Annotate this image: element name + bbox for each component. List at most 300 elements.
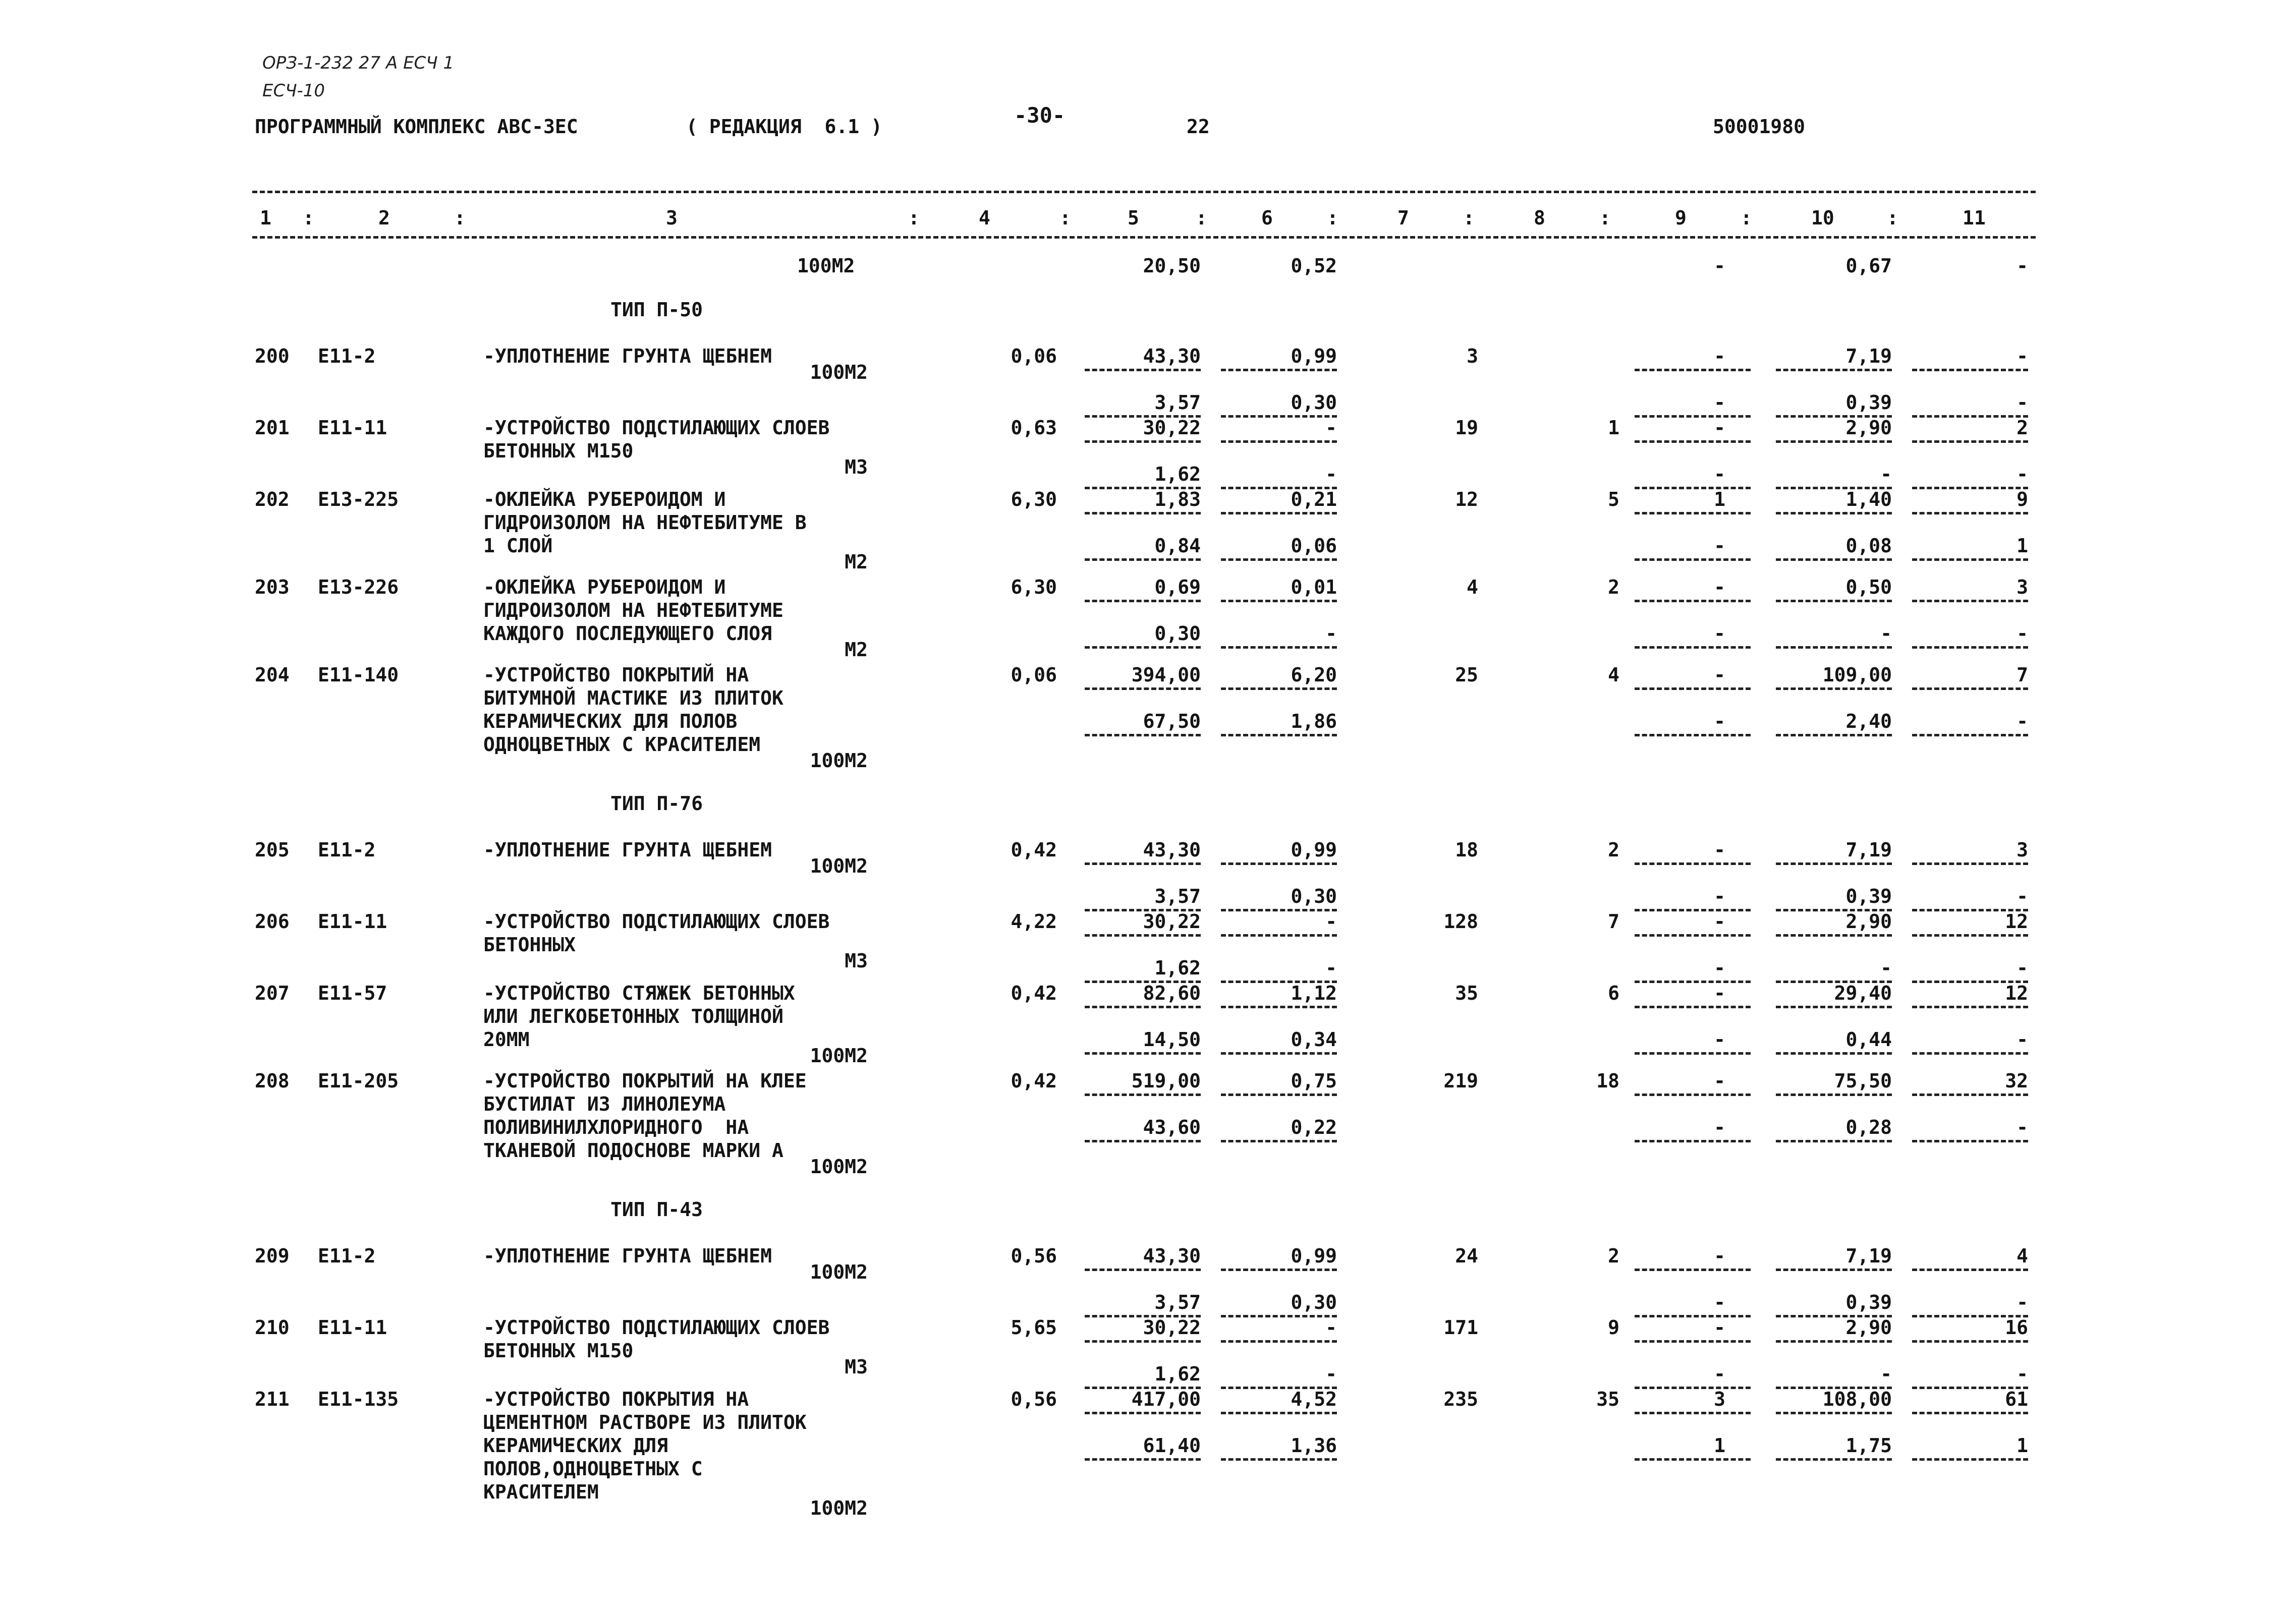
row-dash-0 xyxy=(1085,600,1201,602)
row-description: ГИДРОИЗОЛОМ НА НЕФТЕБИТУМЕ В xyxy=(483,511,807,534)
row-c11: 9 xyxy=(2017,488,2028,510)
row-code: Е13-225 xyxy=(318,488,399,510)
document-code: 50001980 xyxy=(1713,116,1806,138)
row-dash-0 xyxy=(1085,687,1201,690)
row-c11-sub: - xyxy=(2017,1116,2028,1138)
row-c9: - xyxy=(1714,839,1725,861)
row-c6-sub: - xyxy=(1325,957,1337,979)
row-dash-0 xyxy=(1085,369,1201,371)
row-c5-sub: 3,57 xyxy=(1154,885,1201,907)
row-unit: М3 xyxy=(845,1356,868,1378)
row-description: -ОКЛЕЙКА РУБЕРОИДОМ И xyxy=(483,488,726,510)
row-code: Е11-2 xyxy=(318,839,376,861)
row-number: 211 xyxy=(255,1388,290,1410)
row-c6: 0,21 xyxy=(1291,488,1337,510)
row-dash-0 xyxy=(1085,1412,1201,1414)
row-dash-1 xyxy=(1221,600,1337,602)
row-dash-sub-3 xyxy=(1776,1140,1892,1142)
row-c4: 4,22 xyxy=(1011,910,1057,933)
row-code: Е11-2 xyxy=(318,1245,376,1267)
row-dash-4 xyxy=(1912,600,2028,602)
row-c10: 29,40 xyxy=(1834,982,1892,1004)
row-code: Е13-226 xyxy=(318,576,399,598)
row-c11-sub: - xyxy=(2017,957,2028,979)
row-c10-sub: 2,40 xyxy=(1845,710,1892,732)
row-dash-sub-4 xyxy=(1912,415,2028,418)
row-dash-2 xyxy=(1635,1412,1751,1414)
row-description: БЕТОННЫХ М150 xyxy=(483,1340,634,1362)
row-description: ПОЛИВИНИЛХЛОРИДНОГО НА xyxy=(483,1116,749,1138)
row-c5: 30,22 xyxy=(1143,417,1201,439)
row-c6-sub: 0,06 xyxy=(1291,535,1337,557)
row-c8: 5 xyxy=(1608,488,1619,510)
row-c9: - xyxy=(1714,664,1725,686)
row-unit: 100М2 xyxy=(810,1497,868,1519)
row-dash-0 xyxy=(1085,862,1201,865)
row-c9-sub: - xyxy=(1714,1028,1725,1051)
row-number: 204 xyxy=(255,664,290,686)
row-c7: 24 xyxy=(1455,1245,1478,1267)
row-dash-sub-0 xyxy=(1085,1458,1201,1461)
row-c5-sub: 0,30 xyxy=(1154,622,1201,645)
row-dash-1 xyxy=(1221,369,1337,371)
row-dash-sub-2 xyxy=(1635,646,1751,649)
row-c11: 16 xyxy=(2005,1316,2028,1339)
row-dash-2 xyxy=(1635,862,1751,865)
row-c4: 0,42 xyxy=(1011,1070,1057,1092)
row-dash-4 xyxy=(1912,1412,2028,1414)
row-description: ТКАНЕВОЙ ПОДОСНОВЕ МАРКИ А xyxy=(483,1139,783,1162)
column-separator-7: : xyxy=(1599,207,1611,229)
table-top-rule xyxy=(252,191,2036,193)
row-dash-2 xyxy=(1635,369,1751,371)
row-c10: 2,90 xyxy=(1845,910,1892,933)
row-dash-3 xyxy=(1776,1006,1892,1008)
edition-label: ( РЕДАКЦИЯ 6.1 ) xyxy=(686,116,882,138)
row-dash-3 xyxy=(1776,369,1892,371)
section-title: ТИП П-43 xyxy=(610,1198,703,1221)
column-header-2: 2 xyxy=(378,207,390,229)
row-c6: 0,99 xyxy=(1291,1245,1337,1267)
row-dash-sub-4 xyxy=(1912,1458,2028,1461)
row-dash-sub-3 xyxy=(1776,734,1892,736)
row-number: 207 xyxy=(255,982,290,1004)
row-dash-sub-1 xyxy=(1221,415,1337,418)
row-c7: 171 xyxy=(1443,1316,1478,1339)
row-c6: 0,75 xyxy=(1291,1070,1337,1092)
row-dash-sub-4 xyxy=(1912,1052,2028,1055)
row-c11-sub: 1 xyxy=(2017,1434,2028,1457)
column-separator-2: : xyxy=(908,207,920,229)
row-c7: 18 xyxy=(1455,839,1478,861)
column-separator-5: : xyxy=(1327,207,1338,229)
row-dash-4 xyxy=(1912,512,2028,514)
program-title: ПРОГРАММНЫЙ КОМПЛЕКС АВС-ЗЕС xyxy=(255,116,578,138)
row-dash-sub-1 xyxy=(1221,558,1337,561)
row-code: Е11-205 xyxy=(318,1070,399,1092)
row-c11-sub: - xyxy=(2017,622,2028,645)
page-number: -30- xyxy=(1014,103,1066,128)
row-number: 203 xyxy=(255,576,290,598)
row-c8: 2 xyxy=(1608,1245,1619,1267)
row-unit: М3 xyxy=(845,950,868,972)
carry-c6: 0,52 xyxy=(1291,255,1337,277)
row-c9-sub: - xyxy=(1714,622,1725,645)
row-c10-sub: 0,39 xyxy=(1845,885,1892,907)
row-c11-sub: - xyxy=(2017,885,2028,907)
row-c9-sub: - xyxy=(1714,463,1725,485)
row-c8: 9 xyxy=(1608,1316,1619,1339)
row-dash-0 xyxy=(1085,1269,1201,1271)
row-c10-sub: 0,39 xyxy=(1845,1291,1892,1313)
column-header-7: 7 xyxy=(1397,207,1409,229)
row-c10: 2,90 xyxy=(1845,417,1892,439)
row-dash-4 xyxy=(1912,934,2028,937)
row-c9: - xyxy=(1714,417,1725,439)
row-c10: 7,19 xyxy=(1845,1245,1892,1267)
row-c10: 109,00 xyxy=(1822,664,1892,686)
row-c6-sub: 1,86 xyxy=(1291,710,1337,732)
row-c8: 6 xyxy=(1608,982,1619,1004)
row-c11: 3 xyxy=(2017,576,2028,598)
row-c6-sub: 0,22 xyxy=(1291,1116,1337,1138)
row-dash-sub-1 xyxy=(1221,909,1337,911)
carry-c9: - xyxy=(1714,255,1725,277)
row-dash-1 xyxy=(1221,1094,1337,1096)
row-unit: 100М2 xyxy=(810,1156,868,1178)
row-c4: 6,30 xyxy=(1011,488,1057,510)
row-c5-sub: 14,50 xyxy=(1143,1028,1201,1051)
row-dash-3 xyxy=(1776,934,1892,937)
row-c7: 19 xyxy=(1455,417,1478,439)
row-dash-sub-4 xyxy=(1912,558,2028,561)
row-c5: 30,22 xyxy=(1143,1316,1201,1339)
row-dash-1 xyxy=(1221,1269,1337,1271)
row-dash-sub-0 xyxy=(1085,646,1201,649)
row-c11-sub: - xyxy=(2017,463,2028,485)
row-c11-sub: 1 xyxy=(2017,535,2028,557)
row-c10: 2,90 xyxy=(1845,1316,1892,1339)
row-c6: 0,01 xyxy=(1291,576,1337,598)
row-number: 205 xyxy=(255,839,290,861)
row-c9-sub: - xyxy=(1714,1291,1725,1313)
row-unit: 100М2 xyxy=(810,750,868,772)
row-c9-sub: - xyxy=(1714,391,1725,414)
row-dash-sub-2 xyxy=(1635,1315,1751,1317)
row-description: -УПЛОТНЕНИЕ ГРУНТА ЩЕБНЕМ xyxy=(483,1245,772,1267)
row-description: ПОЛОВ,ОДНОЦВЕТНЫХ С xyxy=(483,1458,703,1480)
row-c8: 18 xyxy=(1596,1070,1619,1092)
row-dash-4 xyxy=(1912,862,2028,865)
column-header-4: 4 xyxy=(979,207,990,229)
row-c11: - xyxy=(2017,345,2028,367)
row-c5: 394,00 xyxy=(1131,664,1201,686)
carry-c11: - xyxy=(2017,255,2028,277)
row-description: БИТУМНОЙ МАСТИКЕ ИЗ ПЛИТОК xyxy=(483,687,783,709)
row-dash-1 xyxy=(1221,934,1337,937)
row-c6: - xyxy=(1325,910,1337,933)
row-dash-1 xyxy=(1221,440,1337,443)
row-c11-sub: - xyxy=(2017,391,2028,414)
row-c9: - xyxy=(1714,345,1725,367)
row-c9: - xyxy=(1714,1316,1725,1339)
row-description: -ОКЛЕЙКА РУБЕРОИДОМ И xyxy=(483,576,726,598)
row-number: 209 xyxy=(255,1245,290,1267)
row-dash-3 xyxy=(1776,440,1892,443)
column-separator-1: : xyxy=(454,207,466,229)
column-header-10: 10 xyxy=(1811,207,1834,229)
row-number: 201 xyxy=(255,417,290,439)
row-c6: - xyxy=(1325,417,1337,439)
row-dash-3 xyxy=(1776,1412,1892,1414)
row-code: Е11-140 xyxy=(318,664,399,686)
row-description: ОДНОЦВЕТНЫХ С КРАСИТЕЛЕМ xyxy=(483,733,761,756)
row-c11: 3 xyxy=(2017,839,2028,861)
row-dash-sub-2 xyxy=(1635,909,1751,911)
row-c6-sub: 0,30 xyxy=(1291,391,1337,414)
row-unit: 100М2 xyxy=(810,1045,868,1067)
row-c10-sub: - xyxy=(1880,622,1892,645)
row-description: КРАСИТЕЛЕМ xyxy=(483,1481,599,1503)
row-c9-sub: 1 xyxy=(1714,1434,1725,1457)
row-description: БЕТОННЫХ xyxy=(483,934,576,956)
row-dash-sub-2 xyxy=(1635,415,1751,418)
row-description: -УСТРОЙСТВО ПОКРЫТИЯ НА xyxy=(483,1388,749,1410)
row-c5-sub: 1,62 xyxy=(1154,1363,1201,1385)
carry-c10: 0,67 xyxy=(1845,255,1892,277)
row-dash-sub-2 xyxy=(1635,734,1751,736)
row-dash-sub-2 xyxy=(1635,1458,1751,1461)
row-description: ИЛИ ЛЕГКОБЕТОННЫХ ТОЛЩИНОЙ xyxy=(483,1005,783,1027)
row-c5: 43,30 xyxy=(1143,839,1201,861)
row-c11: 7 xyxy=(2017,664,2028,686)
row-c10-sub: - xyxy=(1880,463,1892,485)
row-dash-sub-1 xyxy=(1221,1140,1337,1142)
row-unit: М2 xyxy=(845,551,868,573)
row-dash-sub-2 xyxy=(1635,981,1751,983)
row-c7: 235 xyxy=(1443,1388,1478,1410)
row-c4: 0,06 xyxy=(1011,345,1057,367)
row-c10: 0,50 xyxy=(1845,576,1892,598)
row-c4: 0,56 xyxy=(1011,1245,1057,1267)
row-dash-sub-3 xyxy=(1776,558,1892,561)
row-c5: 0,69 xyxy=(1154,576,1201,598)
column-header-11: 11 xyxy=(1963,207,1986,229)
row-c5: 30,22 xyxy=(1143,910,1201,933)
row-c4: 6,30 xyxy=(1011,576,1057,598)
row-c11: 32 xyxy=(2005,1070,2028,1092)
row-dash-0 xyxy=(1085,440,1201,443)
row-unit: 100М2 xyxy=(810,361,868,383)
row-number: 202 xyxy=(255,488,290,510)
row-c11: 61 xyxy=(2005,1388,2028,1410)
row-c7: 4 xyxy=(1467,576,1478,598)
row-unit: М2 xyxy=(845,639,868,661)
row-code: Е11-135 xyxy=(318,1388,399,1410)
row-c5-sub: 61,40 xyxy=(1143,1434,1201,1457)
column-separator-9: : xyxy=(1887,207,1898,229)
row-dash-4 xyxy=(1912,1269,2028,1271)
row-dash-sub-1 xyxy=(1221,1052,1337,1055)
row-c6-sub: 0,30 xyxy=(1291,885,1337,907)
row-dash-sub-2 xyxy=(1635,558,1751,561)
row-c5: 43,30 xyxy=(1143,1245,1201,1267)
row-dash-sub-0 xyxy=(1085,1052,1201,1055)
row-c10: 7,19 xyxy=(1845,839,1892,861)
row-description: 1 СЛОЙ xyxy=(483,535,553,557)
row-c6: 6,20 xyxy=(1291,664,1337,686)
row-description: -УСТРОЙСТВО ПОКРЫТИЙ НА КЛЕЕ xyxy=(483,1070,807,1092)
row-dash-sub-0 xyxy=(1085,1140,1201,1142)
row-dash-2 xyxy=(1635,512,1751,514)
row-dash-sub-3 xyxy=(1776,1458,1892,1461)
row-dash-4 xyxy=(1912,1006,2028,1008)
row-dash-sub-1 xyxy=(1221,1315,1337,1317)
row-c9: 1 xyxy=(1714,488,1725,510)
row-dash-sub-2 xyxy=(1635,1140,1751,1142)
row-c5-sub: 67,50 xyxy=(1143,710,1201,732)
row-dash-0 xyxy=(1085,1340,1201,1343)
row-dash-0 xyxy=(1085,1094,1201,1096)
column-separator-6: : xyxy=(1463,207,1475,229)
row-dash-1 xyxy=(1221,862,1337,865)
row-description: -УСТРОЙСТВО ПОДСТИЛАЮЩИХ СЛОЕВ xyxy=(483,1316,830,1339)
row-c6: 4,52 xyxy=(1291,1388,1337,1410)
row-code: Е11-11 xyxy=(318,1316,387,1339)
row-c5: 1,83 xyxy=(1154,488,1201,510)
header-bottom-rule xyxy=(252,236,2036,239)
row-c11-sub: - xyxy=(2017,1363,2028,1385)
row-c8: 2 xyxy=(1608,576,1619,598)
row-c6: 1,12 xyxy=(1291,982,1337,1004)
row-dash-0 xyxy=(1085,1006,1201,1008)
row-unit: М3 xyxy=(845,456,868,478)
row-c11: 12 xyxy=(2005,982,2028,1004)
row-c6-sub: - xyxy=(1325,622,1337,645)
row-c9: - xyxy=(1714,1245,1725,1267)
row-dash-1 xyxy=(1221,687,1337,690)
row-c4: 0,42 xyxy=(1011,982,1057,1004)
column-header-6: 6 xyxy=(1261,207,1273,229)
row-c5-sub: 1,62 xyxy=(1154,463,1201,485)
handwritten-note-1: ОРЗ-1-232 27 А ЕСЧ 1 xyxy=(262,53,455,73)
column-header-9: 9 xyxy=(1675,207,1687,229)
section-title: ТИП П-50 xyxy=(610,299,703,321)
row-c7: 3 xyxy=(1467,345,1478,367)
row-code: Е11-57 xyxy=(318,982,387,1004)
column-separator-8: : xyxy=(1741,207,1752,229)
row-c4: 0,06 xyxy=(1011,664,1057,686)
row-dash-sub-1 xyxy=(1221,646,1337,649)
row-dash-3 xyxy=(1776,512,1892,514)
row-c5: 417,00 xyxy=(1131,1388,1201,1410)
row-description: КЕРАМИЧЕСКИХ ДЛЯ xyxy=(483,1434,668,1457)
row-dash-2 xyxy=(1635,1094,1751,1096)
carry-unit: 100М2 xyxy=(797,255,855,277)
row-c11: 12 xyxy=(2005,910,2028,933)
row-c10-sub: 0,08 xyxy=(1845,535,1892,557)
sheet-number: 22 xyxy=(1187,116,1210,138)
row-c9: 3 xyxy=(1714,1388,1725,1410)
row-dash-sub-4 xyxy=(1912,646,2028,649)
row-c4: 0,42 xyxy=(1011,839,1057,861)
row-dash-2 xyxy=(1635,600,1751,602)
row-description: ЦЕМЕНТНОМ РАСТВОРЕ ИЗ ПЛИТОК xyxy=(483,1411,807,1433)
row-c9: - xyxy=(1714,576,1725,598)
row-c5: 82,60 xyxy=(1143,982,1201,1004)
row-description: ГИДРОИЗОЛОМ НА НЕФТЕБИТУМЕ xyxy=(483,599,783,621)
row-c6-sub: - xyxy=(1325,1363,1337,1385)
row-dash-3 xyxy=(1776,600,1892,602)
row-c4: 5,65 xyxy=(1011,1316,1057,1339)
row-description: 20ММ xyxy=(483,1028,530,1051)
row-code: Е11-11 xyxy=(318,910,387,933)
row-dash-sub-2 xyxy=(1635,487,1751,489)
row-c10: 108,00 xyxy=(1822,1388,1892,1410)
row-c7: 12 xyxy=(1455,488,1478,510)
row-description: КАЖДОГО ПОСЛЕДУЮЩЕГО СЛОЯ xyxy=(483,622,772,645)
row-c10: 1,40 xyxy=(1845,488,1892,510)
row-dash-1 xyxy=(1221,1412,1337,1414)
row-c10-sub: 0,28 xyxy=(1845,1116,1892,1138)
row-dash-sub-1 xyxy=(1221,1458,1337,1461)
row-c9-sub: - xyxy=(1714,957,1725,979)
row-c10-sub: - xyxy=(1880,1363,1892,1385)
row-c6-sub: - xyxy=(1325,463,1337,485)
row-dash-sub-0 xyxy=(1085,558,1201,561)
row-c7: 219 xyxy=(1443,1070,1478,1092)
row-c7: 25 xyxy=(1455,664,1478,686)
carry-c5: 20,50 xyxy=(1143,255,1201,277)
row-c8: 7 xyxy=(1608,910,1619,933)
row-c6: - xyxy=(1325,1316,1337,1339)
row-dash-2 xyxy=(1635,1340,1751,1343)
row-dash-2 xyxy=(1635,687,1751,690)
row-c5: 43,30 xyxy=(1143,345,1201,367)
row-c6: 0,99 xyxy=(1291,345,1337,367)
row-dash-0 xyxy=(1085,512,1201,514)
row-c5-sub: 0,84 xyxy=(1154,535,1201,557)
row-c6-sub: 0,34 xyxy=(1291,1028,1337,1051)
row-c6: 0,99 xyxy=(1291,839,1337,861)
row-dash-sub-3 xyxy=(1776,1052,1892,1055)
row-description: -УСТРОЙСТВО ПОДСТИЛАЮЩИХ СЛОЕВ xyxy=(483,910,830,933)
row-c8: 4 xyxy=(1608,664,1619,686)
row-dash-sub-3 xyxy=(1776,646,1892,649)
row-c9-sub: - xyxy=(1714,1363,1725,1385)
row-c8: 35 xyxy=(1596,1388,1619,1410)
row-dash-4 xyxy=(1912,1340,2028,1343)
row-c10: 7,19 xyxy=(1845,345,1892,367)
row-dash-3 xyxy=(1776,1269,1892,1271)
row-dash-2 xyxy=(1635,440,1751,443)
row-description: -УСТРОЙСТВО СТЯЖЕК БЕТОННЫХ xyxy=(483,982,795,1004)
section-title: ТИП П-76 xyxy=(610,792,703,815)
row-dash-1 xyxy=(1221,512,1337,514)
column-header-3: 3 xyxy=(666,207,678,229)
row-description: -УСТРОЙСТВО ПОДСТИЛАЮЩИХ СЛОЕВ xyxy=(483,417,830,439)
row-dash-4 xyxy=(1912,369,2028,371)
row-description: -УПЛОТНЕНИЕ ГРУНТА ЩЕБНЕМ xyxy=(483,345,772,367)
row-c5-sub: 1,62 xyxy=(1154,957,1201,979)
row-number: 206 xyxy=(255,910,290,933)
row-c4: 0,56 xyxy=(1011,1388,1057,1410)
row-c9-sub: - xyxy=(1714,1116,1725,1138)
row-unit: 100М2 xyxy=(810,1261,868,1283)
row-dash-sub-1 xyxy=(1221,734,1337,736)
row-c5-sub: 3,57 xyxy=(1154,1291,1201,1313)
column-separator-3: : xyxy=(1059,207,1071,229)
